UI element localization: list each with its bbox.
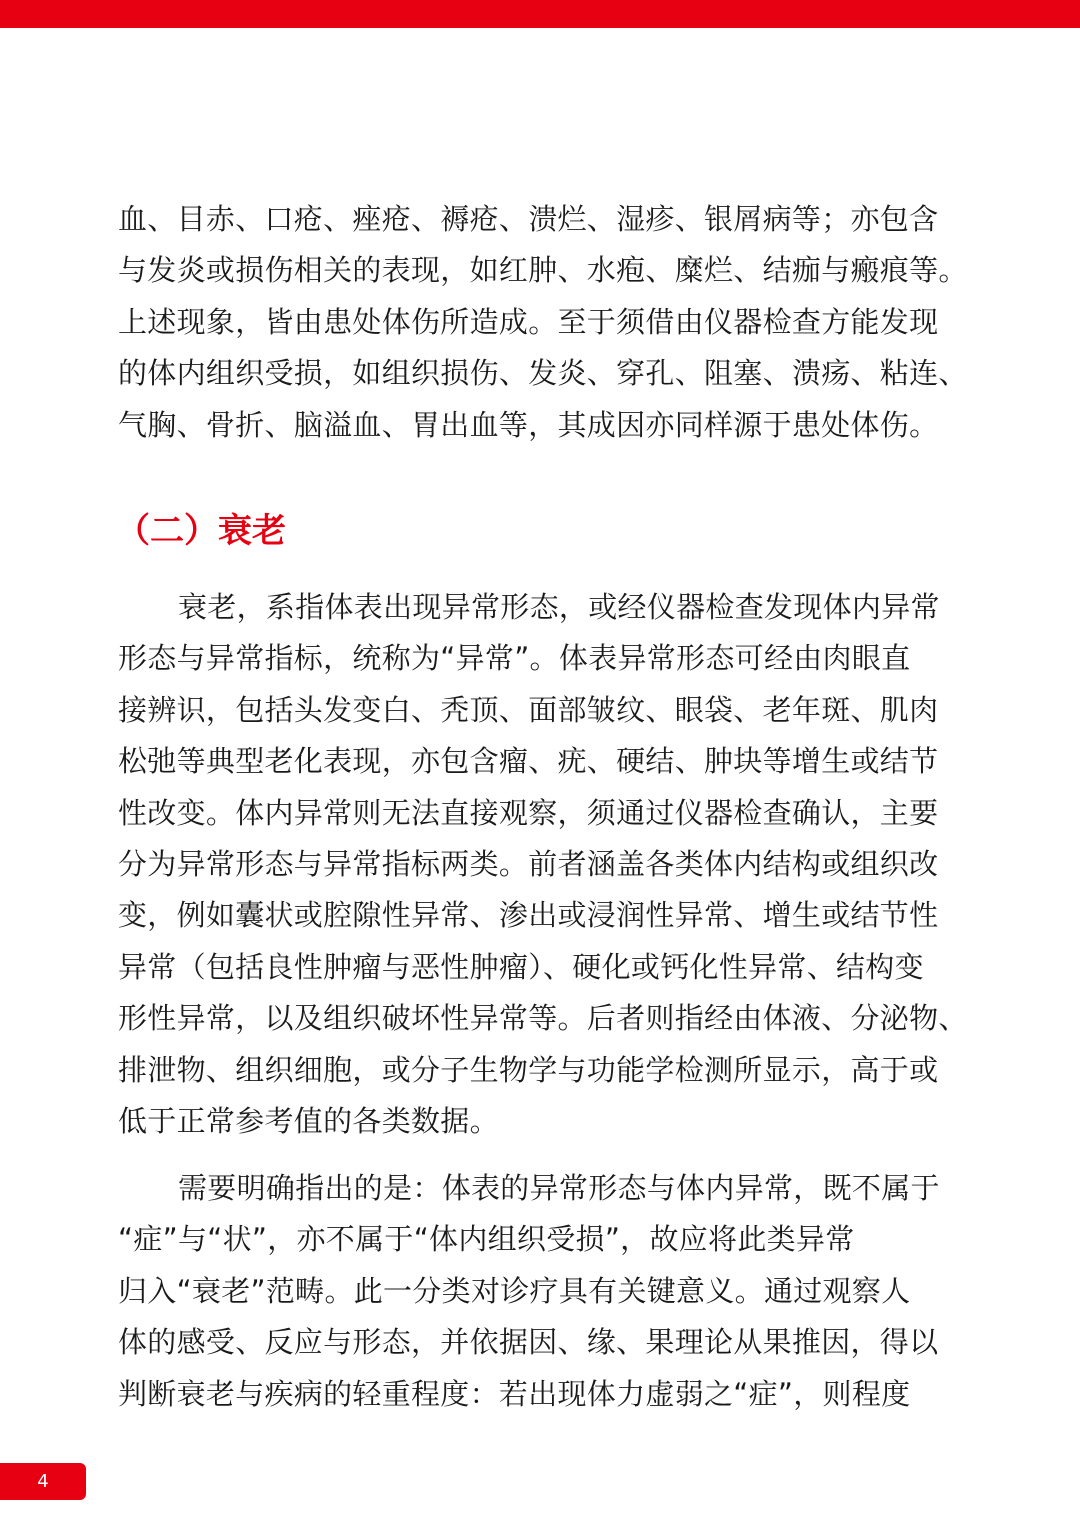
text-line: 归入“衰老”范畴。此一分类对诊疗具有关键意义。通过观察人 — [118, 1273, 911, 1308]
paragraph-1 — [118, 194, 968, 451]
text-line: 与发炎或损伤相关的表现，如红肿、水疱、糜烂、结痂与瘢痕等。 — [118, 253, 968, 288]
top-accent-bar — [0, 0, 1080, 28]
text-line: 的体内组织受损，如组织损伤、发炎、穿孔、阻塞、溃疡、粘连、 — [118, 356, 968, 391]
text-line: 血、目赤、口疮、痤疮、褥疮、溃烂、湿疹、银屑病等；亦包含 — [118, 202, 939, 236]
text-line: 性改变。体内异常则无法直接观察，须通过仪器检查确认，主要 — [118, 795, 939, 830]
text-line: 判断衰老与疾病的轻重程度：若出现体力虚弱之“症”，则程度 — [118, 1376, 911, 1411]
paragraph-3 — [118, 1163, 968, 1420]
text-line: 形态与异常指标，统称为“异常”。体表异常形态可经由肉眼直 — [118, 641, 911, 676]
text-line: 低于正常参考值的各类数据。 — [118, 1103, 499, 1138]
section-heading: （二）衰老 — [116, 511, 286, 551]
text-line: 接辨识，包括头发变白、秃顶、面部皱纹、眼袋、老年斑、肌肉 — [118, 692, 939, 727]
text-line: 排泄物、组织细胞，或分子生物学与功能学检测所显示，高于或 — [118, 1052, 939, 1087]
text-line: “症”与“状”，亦不属于“体内组织受损”，故应将此类异常 — [118, 1222, 855, 1257]
text-line: 体的感受、反应与形态，并依据因、缘、果理论从果推因，得以 — [118, 1325, 939, 1360]
text-line: 上述现象，皆由患处体伤所造成。至于须借由仪器检查方能发现 — [118, 304, 939, 339]
text-line: 异常（包括良性肿瘤与恶性肿瘤）、硬化或钙化性异常、结构变 — [118, 949, 924, 984]
text-line: 分为异常形态与异常指标两类。前者涵盖各类体内结构或组织改 — [118, 846, 939, 881]
text-line: 需要明确指出的是：体表的异常形态与体内异常，既不属于 — [178, 1171, 940, 1205]
text-line: 形性异常，以及组织破坏性异常等。后者则指经由体液、分泌物、 — [118, 1001, 968, 1036]
page-number: 4 — [0, 1463, 86, 1500]
text-line: 衰老，系指体表出现异常形态，或经仪器检查发现体内异常 — [178, 590, 940, 624]
text-line: 松弛等典型老化表现，亦包含瘤、疣、硬结、肿块等增生或结节 — [118, 744, 939, 779]
text-line: 气胸、骨折、脑溢血、胃出血等，其成因亦同样源于患处体伤。 — [118, 407, 939, 442]
paragraph-2 — [118, 582, 968, 1147]
text-line: 变，例如囊状或腔隙性异常、渗出或浸润性异常、增生或结节性 — [118, 898, 939, 933]
